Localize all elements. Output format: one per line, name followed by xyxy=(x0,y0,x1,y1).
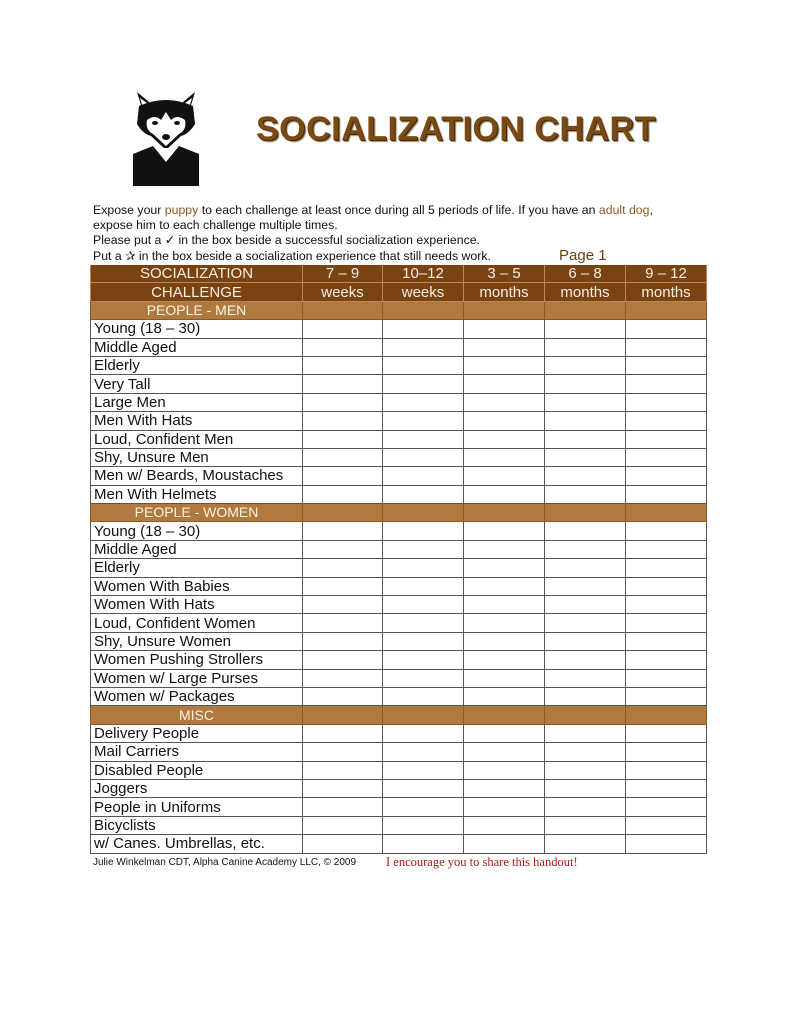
checkbox-cell[interactable] xyxy=(383,651,464,669)
checkbox-cell[interactable] xyxy=(626,779,707,797)
checkbox-cell[interactable] xyxy=(464,448,545,466)
checkbox-cell[interactable] xyxy=(545,669,626,687)
table-row xyxy=(91,430,707,448)
checkbox-cell[interactable] xyxy=(545,651,626,669)
checkbox-cell[interactable] xyxy=(464,816,545,834)
section-fill-cell xyxy=(545,706,626,724)
checkbox-cell[interactable] xyxy=(303,522,383,540)
checkbox-cell[interactable] xyxy=(383,798,464,816)
checkbox-cell[interactable] xyxy=(303,596,383,614)
checkbox-cell[interactable] xyxy=(545,338,626,356)
checkbox-cell[interactable] xyxy=(303,614,383,632)
table-row xyxy=(91,724,707,742)
checkbox-cell[interactable] xyxy=(383,669,464,687)
section-fill-cell xyxy=(626,706,707,724)
checkbox-cell[interactable] xyxy=(383,485,464,503)
table-row xyxy=(91,338,707,356)
checkbox-cell[interactable] xyxy=(383,412,464,430)
checkbox-cell[interactable] xyxy=(545,522,626,540)
table-row xyxy=(91,798,707,816)
table-row xyxy=(91,761,707,779)
checkbox-cell[interactable] xyxy=(464,338,545,356)
checkbox-cell[interactable] xyxy=(464,779,545,797)
period-header: 7 – 9 xyxy=(303,265,383,283)
checkbox-cell[interactable] xyxy=(383,320,464,338)
table-row xyxy=(91,393,707,411)
checkbox-cell[interactable] xyxy=(303,338,383,356)
footer-share-note: I encourage you to share this handout! xyxy=(386,855,578,869)
challenge-label: People in Uniforms xyxy=(91,798,303,816)
checkbox-cell[interactable] xyxy=(545,393,626,411)
checkbox-cell[interactable] xyxy=(383,467,464,485)
table-row xyxy=(91,375,707,393)
challenge-label: Men w/ Beards, Moustaches xyxy=(91,467,303,485)
section-fill-cell xyxy=(383,504,464,522)
instruction-line-4: Put a ✰ in the box beside a socialization experience that still needs work. xyxy=(93,249,491,263)
challenge-header: SOCIALIZATION xyxy=(91,265,303,283)
challenge-label: Women Pushing Strollers xyxy=(91,651,303,669)
table-row xyxy=(91,412,707,430)
section-fill-cell xyxy=(383,301,464,319)
checkbox-cell[interactable] xyxy=(626,835,707,853)
section-fill-cell xyxy=(545,504,626,522)
table-row xyxy=(91,743,707,761)
checkbox-cell[interactable] xyxy=(545,559,626,577)
period-unit: months xyxy=(545,283,626,301)
checkbox-cell[interactable] xyxy=(383,448,464,466)
table-row xyxy=(91,522,707,540)
challenge-label: w/ Canes. Umbrellas, etc. xyxy=(91,835,303,853)
puppy-text: puppy xyxy=(164,203,199,217)
section-header-row xyxy=(91,301,707,319)
checkbox-cell[interactable] xyxy=(303,485,383,503)
checkbox-cell[interactable] xyxy=(303,669,383,687)
checkbox-cell[interactable] xyxy=(464,540,545,558)
checkbox-cell[interactable] xyxy=(545,540,626,558)
checkbox-cell[interactable] xyxy=(383,687,464,705)
table-row xyxy=(91,448,707,466)
checkbox-cell[interactable] xyxy=(383,338,464,356)
checkbox-cell[interactable] xyxy=(383,779,464,797)
section-fill-cell xyxy=(303,301,383,319)
checkbox-cell[interactable] xyxy=(626,522,707,540)
section-fill-cell xyxy=(545,301,626,319)
checkbox-cell[interactable] xyxy=(464,559,545,577)
checkbox-cell[interactable] xyxy=(626,798,707,816)
table-body xyxy=(91,301,707,853)
checkbox-cell[interactable] xyxy=(545,779,626,797)
adult-dog-text: adult dog xyxy=(598,203,650,217)
table-row xyxy=(91,614,707,632)
section-fill-cell xyxy=(626,301,707,319)
table-row xyxy=(91,835,707,853)
checkbox-cell[interactable] xyxy=(626,651,707,669)
checkbox-cell[interactable] xyxy=(545,835,626,853)
checkbox-cell[interactable] xyxy=(303,779,383,797)
challenge-label: Joggers xyxy=(91,779,303,797)
challenge-label: Shy, Unsure Men xyxy=(91,448,303,466)
challenge-label: Delivery People xyxy=(91,724,303,742)
checkbox-cell[interactable] xyxy=(464,798,545,816)
table-header-row-2 xyxy=(91,283,707,301)
table-row xyxy=(91,687,707,705)
husky-dog-logo-icon xyxy=(133,90,199,186)
checkbox-cell[interactable] xyxy=(545,356,626,374)
page-number-label: Page 1 xyxy=(559,247,607,264)
table-row xyxy=(91,467,707,485)
challenge-label: Women With Hats xyxy=(91,596,303,614)
checkbox-cell[interactable] xyxy=(383,577,464,595)
checkbox-cell[interactable] xyxy=(545,761,626,779)
checkbox-cell[interactable] xyxy=(303,798,383,816)
checkbox-cell[interactable] xyxy=(464,835,545,853)
checkbox-cell[interactable] xyxy=(626,559,707,577)
checkbox-cell[interactable] xyxy=(303,743,383,761)
challenge-label: Shy, Unsure Women xyxy=(91,632,303,650)
checkbox-cell[interactable] xyxy=(626,467,707,485)
checkbox-cell[interactable] xyxy=(303,835,383,853)
section-title: PEOPLE - WOMEN xyxy=(91,504,303,522)
checkbox-cell[interactable] xyxy=(383,356,464,374)
checkbox-cell[interactable] xyxy=(545,798,626,816)
checkbox-cell[interactable] xyxy=(464,412,545,430)
checkbox-cell[interactable] xyxy=(626,632,707,650)
checkbox-cell[interactable] xyxy=(626,743,707,761)
challenge-label: Elderly xyxy=(91,356,303,374)
checkbox-cell[interactable] xyxy=(545,743,626,761)
period-unit: months xyxy=(626,283,707,301)
checkbox-cell[interactable] xyxy=(464,651,545,669)
table-row xyxy=(91,356,707,374)
challenge-label: Loud, Confident Men xyxy=(91,430,303,448)
checkbox-cell[interactable] xyxy=(303,651,383,669)
checkbox-cell[interactable] xyxy=(626,816,707,834)
checkbox-cell[interactable] xyxy=(626,687,707,705)
challenge-label: Men With Helmets xyxy=(91,485,303,503)
checkbox-cell[interactable] xyxy=(383,430,464,448)
checkbox-cell[interactable] xyxy=(545,320,626,338)
period-header: 10–12 xyxy=(383,265,464,283)
challenge-label: Women w/ Packages xyxy=(91,687,303,705)
checkbox-cell[interactable] xyxy=(464,522,545,540)
period-unit: weeks xyxy=(383,283,464,301)
checkbox-cell[interactable] xyxy=(464,761,545,779)
checkbox-cell[interactable] xyxy=(626,393,707,411)
challenge-header: CHALLENGE xyxy=(91,283,303,301)
section-fill-cell xyxy=(303,706,383,724)
challenge-label: Very Tall xyxy=(91,375,303,393)
checkbox-cell[interactable] xyxy=(383,375,464,393)
checkbox-cell[interactable] xyxy=(545,467,626,485)
table-header-row-1 xyxy=(91,265,707,283)
checkbox-cell[interactable] xyxy=(464,596,545,614)
checkbox-cell[interactable] xyxy=(303,320,383,338)
star-icon: ✰ xyxy=(125,249,136,263)
challenge-label: Young (18 – 30) xyxy=(91,320,303,338)
checkbox-cell[interactable] xyxy=(626,430,707,448)
period-unit: months xyxy=(464,283,545,301)
table-row xyxy=(91,320,707,338)
challenge-label: Men With Hats xyxy=(91,412,303,430)
checkbox-cell[interactable] xyxy=(626,338,707,356)
challenge-label: Loud, Confident Women xyxy=(91,614,303,632)
checkbox-cell[interactable] xyxy=(545,687,626,705)
section-fill-cell xyxy=(383,706,464,724)
checkbox-cell[interactable] xyxy=(464,614,545,632)
challenge-label: Mail Carriers xyxy=(91,743,303,761)
challenge-label: Women With Babies xyxy=(91,577,303,595)
period-header: 3 – 5 xyxy=(464,265,545,283)
checkmark-icon: ✓ xyxy=(164,233,176,247)
checkbox-cell[interactable] xyxy=(303,375,383,393)
challenge-label: Disabled People xyxy=(91,761,303,779)
checkbox-cell[interactable] xyxy=(626,724,707,742)
checkbox-cell[interactable] xyxy=(303,467,383,485)
challenge-label: Young (18 – 30) xyxy=(91,522,303,540)
table-row xyxy=(91,540,707,558)
checkbox-cell[interactable] xyxy=(383,614,464,632)
checkbox-cell[interactable] xyxy=(303,577,383,595)
table-row xyxy=(91,669,707,687)
checkbox-cell[interactable] xyxy=(626,356,707,374)
checkbox-cell[interactable] xyxy=(303,632,383,650)
checkbox-cell[interactable] xyxy=(464,430,545,448)
section-title: PEOPLE - MEN xyxy=(91,301,303,319)
section-fill-cell xyxy=(464,301,545,319)
checkbox-cell[interactable] xyxy=(464,724,545,742)
checkbox-cell[interactable] xyxy=(626,448,707,466)
checkbox-cell[interactable] xyxy=(545,448,626,466)
socialization-table xyxy=(90,265,707,854)
checkbox-cell[interactable] xyxy=(626,320,707,338)
checkbox-cell[interactable] xyxy=(464,577,545,595)
checkbox-cell[interactable] xyxy=(303,816,383,834)
checkbox-cell[interactable] xyxy=(303,356,383,374)
checkbox-cell[interactable] xyxy=(383,522,464,540)
checkbox-cell[interactable] xyxy=(303,430,383,448)
table-row xyxy=(91,596,707,614)
checkbox-cell[interactable] xyxy=(464,467,545,485)
checkbox-cell[interactable] xyxy=(626,577,707,595)
checkbox-cell[interactable] xyxy=(545,724,626,742)
checkbox-cell[interactable] xyxy=(545,412,626,430)
section-header-row xyxy=(91,504,707,522)
checkbox-cell[interactable] xyxy=(464,485,545,503)
table-row xyxy=(91,779,707,797)
checkbox-cell[interactable] xyxy=(383,835,464,853)
checkbox-cell[interactable] xyxy=(626,375,707,393)
table-row xyxy=(91,816,707,834)
checkbox-cell[interactable] xyxy=(383,761,464,779)
checkbox-cell[interactable] xyxy=(626,412,707,430)
challenge-label: Bicyclists xyxy=(91,816,303,834)
section-fill-cell xyxy=(464,706,545,724)
section-fill-cell xyxy=(303,504,383,522)
page-title: SOCIALIZATION CHART xyxy=(256,110,656,148)
section-title: MISC xyxy=(91,706,303,724)
checkbox-cell[interactable] xyxy=(626,614,707,632)
checkbox-cell[interactable] xyxy=(545,430,626,448)
challenge-label: Elderly xyxy=(91,559,303,577)
checkbox-cell[interactable] xyxy=(383,724,464,742)
section-fill-cell xyxy=(626,504,707,522)
checkbox-cell[interactable] xyxy=(626,596,707,614)
checkbox-cell[interactable] xyxy=(303,393,383,411)
checkbox-cell[interactable] xyxy=(303,724,383,742)
checkbox-cell[interactable] xyxy=(545,614,626,632)
checkbox-cell[interactable] xyxy=(464,687,545,705)
table-row xyxy=(91,577,707,595)
checkbox-cell[interactable] xyxy=(383,393,464,411)
table-row xyxy=(91,651,707,669)
checkbox-cell[interactable] xyxy=(303,412,383,430)
checkbox-cell[interactable] xyxy=(545,485,626,503)
checkbox-cell[interactable] xyxy=(464,393,545,411)
table-row xyxy=(91,632,707,650)
checkbox-cell[interactable] xyxy=(383,632,464,650)
checkbox-cell[interactable] xyxy=(545,632,626,650)
instruction-line-1: Expose your puppy to each challenge at least once during all 5 periods of life. If you have an adult dog, xyxy=(93,203,653,217)
checkbox-cell[interactable] xyxy=(464,669,545,687)
challenge-label: Middle Aged xyxy=(91,338,303,356)
checkbox-cell[interactable] xyxy=(626,485,707,503)
checkbox-cell[interactable] xyxy=(303,761,383,779)
challenge-label: Middle Aged xyxy=(91,540,303,558)
checkbox-cell[interactable] xyxy=(383,596,464,614)
instruction-line-3: Please put a ✓ in the box beside a successful socialization experience. xyxy=(93,233,480,247)
checkbox-cell[interactable] xyxy=(383,816,464,834)
checkbox-cell[interactable] xyxy=(545,816,626,834)
checkbox-cell[interactable] xyxy=(545,596,626,614)
checkbox-cell[interactable] xyxy=(545,375,626,393)
checkbox-cell[interactable] xyxy=(303,540,383,558)
checkbox-cell[interactable] xyxy=(464,356,545,374)
period-header: 6 – 8 xyxy=(545,265,626,283)
checkbox-cell[interactable] xyxy=(303,448,383,466)
checkbox-cell[interactable] xyxy=(464,375,545,393)
checkbox-cell[interactable] xyxy=(464,320,545,338)
checkbox-cell[interactable] xyxy=(464,632,545,650)
challenge-label: Large Men xyxy=(91,393,303,411)
checkbox-cell[interactable] xyxy=(383,540,464,558)
section-fill-cell xyxy=(464,504,545,522)
checkbox-cell[interactable] xyxy=(626,761,707,779)
table-row xyxy=(91,485,707,503)
checkbox-cell[interactable] xyxy=(383,743,464,761)
checkbox-cell[interactable] xyxy=(464,743,545,761)
checkbox-cell[interactable] xyxy=(626,669,707,687)
challenge-label: Women w/ Large Purses xyxy=(91,669,303,687)
checkbox-cell[interactable] xyxy=(626,540,707,558)
table-row xyxy=(91,559,707,577)
period-header: 9 – 12 xyxy=(626,265,707,283)
checkbox-cell[interactable] xyxy=(545,577,626,595)
instruction-line-2: expose him to each challenge multiple times. xyxy=(93,218,338,232)
checkbox-cell[interactable] xyxy=(303,559,383,577)
checkbox-cell[interactable] xyxy=(383,559,464,577)
footer-credit: Julie Winkelman CDT, Alpha Canine Academy LLC, © 2009 xyxy=(93,857,357,868)
period-unit: weeks xyxy=(303,283,383,301)
section-header-row xyxy=(91,706,707,724)
checkbox-cell[interactable] xyxy=(303,687,383,705)
